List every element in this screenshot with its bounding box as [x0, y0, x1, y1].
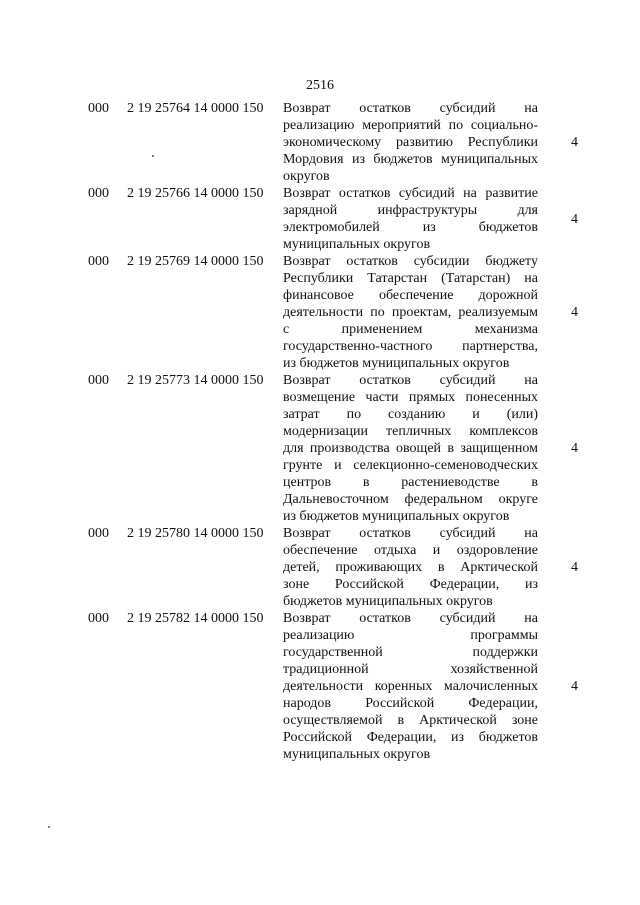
description-line: традиционной хозяйственной	[283, 662, 538, 677]
description-line: из бюджетов муниципальных округов	[283, 509, 510, 524]
scan-speck	[152, 155, 154, 157]
admin-code: 000	[88, 373, 109, 388]
description-line: детей, проживающих в Арктической	[283, 560, 538, 575]
description-line: затрат по созданию и (или)	[283, 407, 538, 422]
description-line: с применением механизма	[283, 322, 538, 337]
admin-code: 000	[88, 254, 109, 269]
description-line: модернизации тепличных комплексов	[283, 424, 538, 439]
description-line: осуществляемой в Арктической зоне	[283, 713, 538, 728]
table-row	[0, 525, 640, 610]
page-number: 2516	[306, 78, 334, 93]
description-line: Возврат остатков субсидии бюджету	[283, 254, 538, 269]
row-value: 4	[571, 211, 578, 227]
description-line: зоне Российской Федерации, из	[283, 577, 538, 592]
budget-classification-code: 2 19 25764 14 0000 150	[127, 101, 264, 116]
row-value: 4	[571, 441, 578, 456]
description-line: деятельности по проектам, реализуемым	[283, 305, 538, 320]
description-line: муниципальных округов	[283, 747, 431, 762]
table-row	[0, 100, 640, 185]
description-line: государственной поддержки	[283, 645, 538, 660]
description-line: Республики Татарстан (Татарстан) на	[283, 271, 538, 286]
admin-code: 000	[88, 611, 109, 626]
description-line: Возврат остатков субсидий на	[283, 611, 538, 626]
row-value: 4	[571, 560, 578, 575]
description-line: округов	[283, 169, 330, 184]
budget-classification-code: 2 19 25766 14 0000 150	[127, 186, 264, 201]
income-description	[283, 185, 538, 253]
income-description	[283, 372, 538, 525]
budget-classification-code: 2 19 25769 14 0000 150	[127, 254, 264, 269]
description-line: электромобилей из бюджетов	[283, 220, 538, 235]
description-line: Мордовия из бюджетов муниципальных	[283, 152, 538, 167]
description-line: государственно-частного партнерства,	[283, 339, 538, 354]
income-description	[283, 610, 538, 763]
description-line: центров в растениеводстве в	[283, 475, 538, 490]
description-line: Возврат остатков субсидий на	[283, 526, 538, 541]
description-line: Возврат остатков субсидий на	[283, 101, 538, 116]
description-line: экономическому развитию Республики	[283, 135, 538, 150]
scan-speck	[48, 826, 50, 828]
table-row	[0, 253, 640, 372]
income-description	[283, 100, 538, 185]
description-line: Возврат остатков субсидий на развитие	[283, 186, 538, 201]
table-row	[0, 185, 640, 253]
row-value: 4	[571, 135, 578, 150]
description-line: реализацию мероприятий по социально-	[283, 118, 538, 133]
budget-classification-code: 2 19 25782 14 0000 150	[127, 611, 264, 626]
description-line: Возврат остатков субсидий на	[283, 373, 538, 388]
admin-code: 000	[88, 101, 109, 116]
budget-classification-code: 2 19 25773 14 0000 150	[127, 373, 264, 388]
description-line: из бюджетов муниципальных округов	[283, 356, 510, 371]
income-description	[283, 253, 538, 372]
admin-code: 000	[88, 186, 109, 201]
description-line: деятельности коренных малочисленных	[283, 679, 538, 694]
description-line: народов Российской Федерации,	[283, 696, 538, 711]
description-line: Российской Федерации, из бюджетов	[283, 730, 538, 745]
budget-code-table	[0, 100, 640, 763]
description-line: возмещение части прямых понесенных	[283, 390, 538, 405]
admin-code: 000	[88, 526, 109, 541]
description-line: зарядной инфраструктуры для	[283, 203, 538, 218]
income-description	[283, 525, 538, 610]
description-line: грунте и селекционно-семеноводческих	[283, 458, 538, 473]
description-line: реализацию программы	[283, 628, 538, 643]
description-line: обеспечение отдыха и оздоровление	[283, 543, 538, 558]
table-row	[0, 610, 640, 763]
description-line: бюджетов муниципальных округов	[283, 594, 493, 609]
table-row	[0, 372, 640, 525]
row-value: 4	[571, 305, 578, 320]
description-line: муниципальных округов	[283, 237, 431, 252]
description-line: финансовое обеспечение дорожной	[283, 288, 538, 303]
description-line: Дальневосточном федеральном округе	[283, 492, 538, 507]
budget-classification-code: 2 19 25780 14 0000 150	[127, 526, 264, 541]
description-line: для производства овощей в защищенном	[283, 441, 538, 456]
row-value: 4	[571, 679, 578, 694]
